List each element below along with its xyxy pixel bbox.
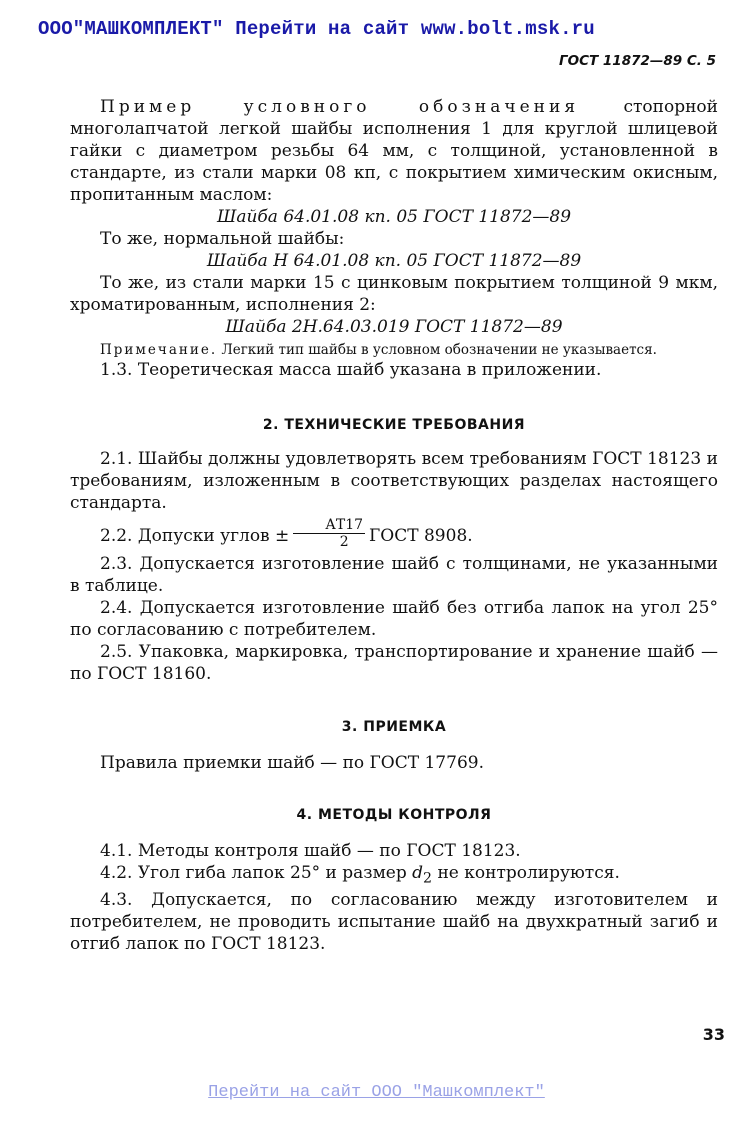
section-4-title: 4. МЕТОДЫ КОНТРОЛЯ [296,807,492,823]
item-2-3: 2.3. Допускается изготовление шайб с толщинами, не указанными в таблице. [70,554,718,596]
item-2-5: 2.5. Упаковка, маркировка, транспортирование и хранение шайб — по ГОСТ 18160. [70,642,718,684]
item-4-2-text-b: не контролируются. [432,863,620,883]
note-label: Примечание. [100,342,218,358]
fraction-numerator: АТ17 [293,517,365,534]
item-4-1: 4.1. Методы контроля шайб — по ГОСТ 18123. [100,841,521,861]
footer-site-link[interactable]: Перейти на сайт ООО "Машкомплект" [208,1083,545,1102]
standard-header: ГОСТ 11872—89 С. 5 [559,53,716,69]
designation-formula-2: Шайба Н 64.01.08 кп. 05 ГОСТ 11872—89 [206,251,582,271]
note [70,342,718,359]
fraction [293,517,365,550]
item-2-2 [70,517,718,553]
item-2-4: 2.4. Допускается изготовление шайб без отгиба лапок на угол 25° по согласованию с потребителем. [70,598,718,640]
fraction-denominator: 2 [339,534,349,550]
item-2-2-prefix: 2.2. Допуски углов ± [100,526,290,546]
section-2-title: 2. ТЕХНИЧЕСКИЕ ТРЕБОВАНИЯ [262,417,526,433]
item-1-3: 1.3. Теоретическая масса шайб указана в приложении. [100,360,602,380]
item-2-2-suffix: ГОСТ 8908. [369,526,473,546]
example-intro-text: стопорной многолапчатой легкой шайбы исполнения 1 для круглой шлицевой гайки с диаметром резьбы 64 мм, с толщиной, установленной в стандарте, из стали марки 08 кп, с покрытием химическим окисным, пропитанным маслом: [70,97,718,205]
example-intro [70,96,718,206]
item-4-2-text-a: 4.2. Угол гиба лапок 25° и размер [100,863,413,883]
item-4-2-subscript: 2 [423,870,433,887]
site-banner-link[interactable]: ООО"МАШКОМПЛЕКТ" Перейти на сайт www.bolt.msk.ru [38,18,595,40]
item-4-2-variable: d [412,863,424,883]
item-4-2 [70,862,718,889]
document-body [70,96,718,955]
designation-formula-3: Шайба 2Н.64.03.019 ГОСТ 11872—89 [225,317,563,337]
note-text: Легкий тип шайбы в условном обозначении не указывается. [217,342,657,358]
designation-formula-1: Шайба 64.01.08 кп. 05 ГОСТ 11872—89 [216,207,572,227]
section-3-text: Правила приемки шайб — по ГОСТ 17769. [100,753,484,773]
section-3-title: 3. ПРИЕМКА [341,719,447,735]
example-text-2: То же, нормальной шайбы: [100,229,345,249]
page-number: 33 [702,1025,725,1044]
example-text-3: То же, из стали марки 15 с цинковым покрытием толщиной 9 мкм, хроматированным, исполнения 2: [70,273,718,315]
example-intro-label: Пример условного обозначения [100,97,580,117]
item-4-3: 4.3. Допускается, по согласованию между изготовителем и потребителем, не проводить испытание шайб на двухкратный загиб и отгиб лапок по ГОСТ 18123. [70,890,718,955]
item-2-1: 2.1. Шайбы должны удовлетворять всем требованиям ГОСТ 18123 и требованиям, изложенным в соответствующих разделах настоящего стандарта. [70,449,718,513]
